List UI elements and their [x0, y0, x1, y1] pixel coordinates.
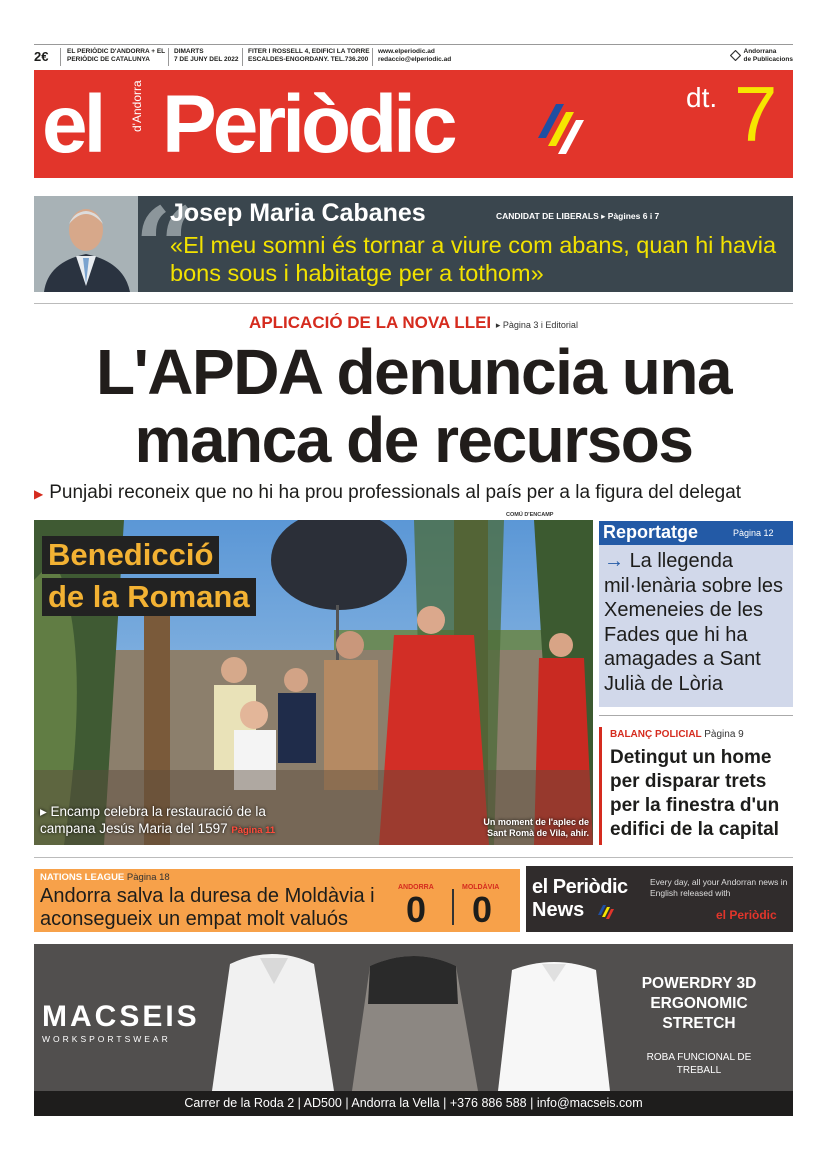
photo-caption-secondary: Un moment de l'aplec de Sant Romà de Vila, ahir. [483, 817, 589, 838]
reportatge-text [604, 549, 790, 696]
date-full: 7 DE JUNY DEL 2022 [174, 56, 239, 63]
andorra-flag-icon [534, 102, 596, 154]
nations-league-box[interactable] [34, 869, 520, 932]
nations-page[interactable]: Pàgina 18 [126, 872, 170, 883]
score-divider [452, 889, 454, 925]
divider [242, 48, 243, 66]
quote-text: «El meu somni és tornar a viure com abans, quan hi havia bons sous i habitatge per a tothom» [170, 232, 777, 286]
price: 2€ [34, 49, 49, 64]
reportatge-header [599, 521, 793, 545]
nations-kicker [40, 872, 170, 883]
balanc-kicker [610, 729, 744, 740]
balanc-kicker-text: BALANÇ POLICIAL [610, 729, 702, 740]
reportatge-box[interactable] [599, 521, 793, 707]
accent-bar [599, 727, 602, 845]
quote-icon: “ [134, 196, 198, 292]
team2-label: MOLDÀVIA [462, 884, 500, 891]
date-day: DIMARTS [174, 48, 204, 55]
divider [60, 48, 61, 66]
masthead-title: Periòdic [162, 79, 454, 170]
divider [372, 48, 373, 66]
masthead-sub: d'Andorra [130, 80, 144, 132]
reportatge-title: Reportatge [603, 522, 699, 542]
news-promo[interactable] [526, 866, 793, 932]
photo-title-line2: de la Romana [42, 578, 256, 616]
publisher-line1: Andorrana [743, 48, 777, 55]
triangle-icon: ▶ [34, 487, 44, 501]
quote-role[interactable]: CANDIDAT DE LIBERALS ▸ Pàgines 6 i 7 [496, 211, 660, 221]
diamond-icon [730, 50, 741, 61]
photo-title [42, 536, 256, 620]
lead-headline[interactable]: L'APDA denuncia una manca de recursos [95, 336, 732, 476]
papers-label: EL PERIÒDIC D'ANDORRA + EL PERIÒDIC DE CATALUNYA [67, 48, 166, 63]
header-strip [34, 44, 793, 69]
divider [599, 715, 793, 716]
photo-story[interactable] [34, 520, 593, 845]
lead-deck-text: Punjabi reconeix que no hi ha prou professionals al país per a la figura del delegat [49, 482, 742, 503]
nations-kicker-text: NATIONS LEAGUE [40, 872, 125, 883]
balanc-headline[interactable]: Detingut un home per disparar trets per la finestra d'un edifici de la capital [610, 747, 780, 840]
news-name: el Periòdic [532, 876, 628, 898]
divider [168, 48, 169, 66]
quote-box [34, 196, 793, 292]
lead-deck [34, 482, 793, 504]
lead-kicker-page[interactable]: ▸ Pàgina 3 i Editorial [495, 320, 578, 330]
publisher-line2: de Publicacions [743, 56, 793, 63]
news-description: Every day, all your Andorran news in English released with [650, 877, 788, 898]
andorra-flag-icon [598, 905, 614, 919]
address: FITER I ROSSELL 4, EDIFICI LA TORRE ESCALDES-ENGORDANY. TEL.736.200 [248, 48, 370, 63]
team1-score: 0 [406, 889, 427, 930]
photo-caption [40, 803, 300, 839]
photo-caption-text: ▸ Encamp celebra la restauració de la campana Jesús Maria del 1597 [40, 804, 266, 836]
lead-kicker [0, 313, 827, 333]
day-number: 7 [734, 70, 778, 158]
day-abbr: dt. [686, 82, 718, 113]
ad-headline: POWERDRY 3D ERGONOMIC STRETCH [641, 975, 757, 1032]
ad-footer: Carrer de la Roda 2 | AD500 | Andorra la Vella | +376 886 588 | info@macseis.com [34, 1091, 793, 1116]
reportatge-page[interactable]: Pàgina 12 [733, 528, 774, 538]
masthead [34, 70, 793, 178]
email-link[interactable]: redaccio@elperiodic.ad [378, 56, 452, 63]
news-sub: News [532, 899, 585, 921]
ad-logo-sub: WORKSPORTSWEAR [42, 1034, 171, 1044]
nations-headline: Andorra salva la duresa de Moldàvia i aconsegueix un empat molt valuós [40, 885, 375, 930]
ad-subline: ROBA FUNCIONAL DE TREBALL [646, 1052, 752, 1076]
divider [34, 857, 793, 858]
photo-title-line1: Benedicció [42, 536, 219, 574]
masthead-el: el [42, 79, 103, 170]
team1-label: ANDORRA [398, 884, 434, 891]
portrait-photo [34, 196, 138, 292]
team2-score: 0 [472, 889, 493, 930]
publisher-logo [744, 48, 794, 64]
arrow-right-icon: → [604, 550, 624, 572]
ad-logo: MACSEIS [42, 1000, 200, 1033]
divider [34, 303, 793, 304]
balanc-page[interactable]: Pàgina 9 [704, 729, 744, 740]
photo-credit: COMÚ D'ENCAMP [506, 512, 554, 518]
news-brand: el Periòdic [716, 908, 777, 922]
quote-name: Josep Maria Cabanes [170, 199, 426, 227]
website-link[interactable]: www.elperiodic.ad [378, 48, 435, 55]
lead-kicker-text: APLICACIÓ DE LA NOVA LLEI [249, 313, 492, 332]
photo-caption-page[interactable]: Pàgina 11 [231, 825, 276, 836]
advertisement[interactable] [34, 944, 793, 1116]
reportatge-body: La llegenda mil·lenària sobre les Xemeneies de les Fades que hi ha amagades a Sant Julià de Lòria [604, 550, 783, 695]
